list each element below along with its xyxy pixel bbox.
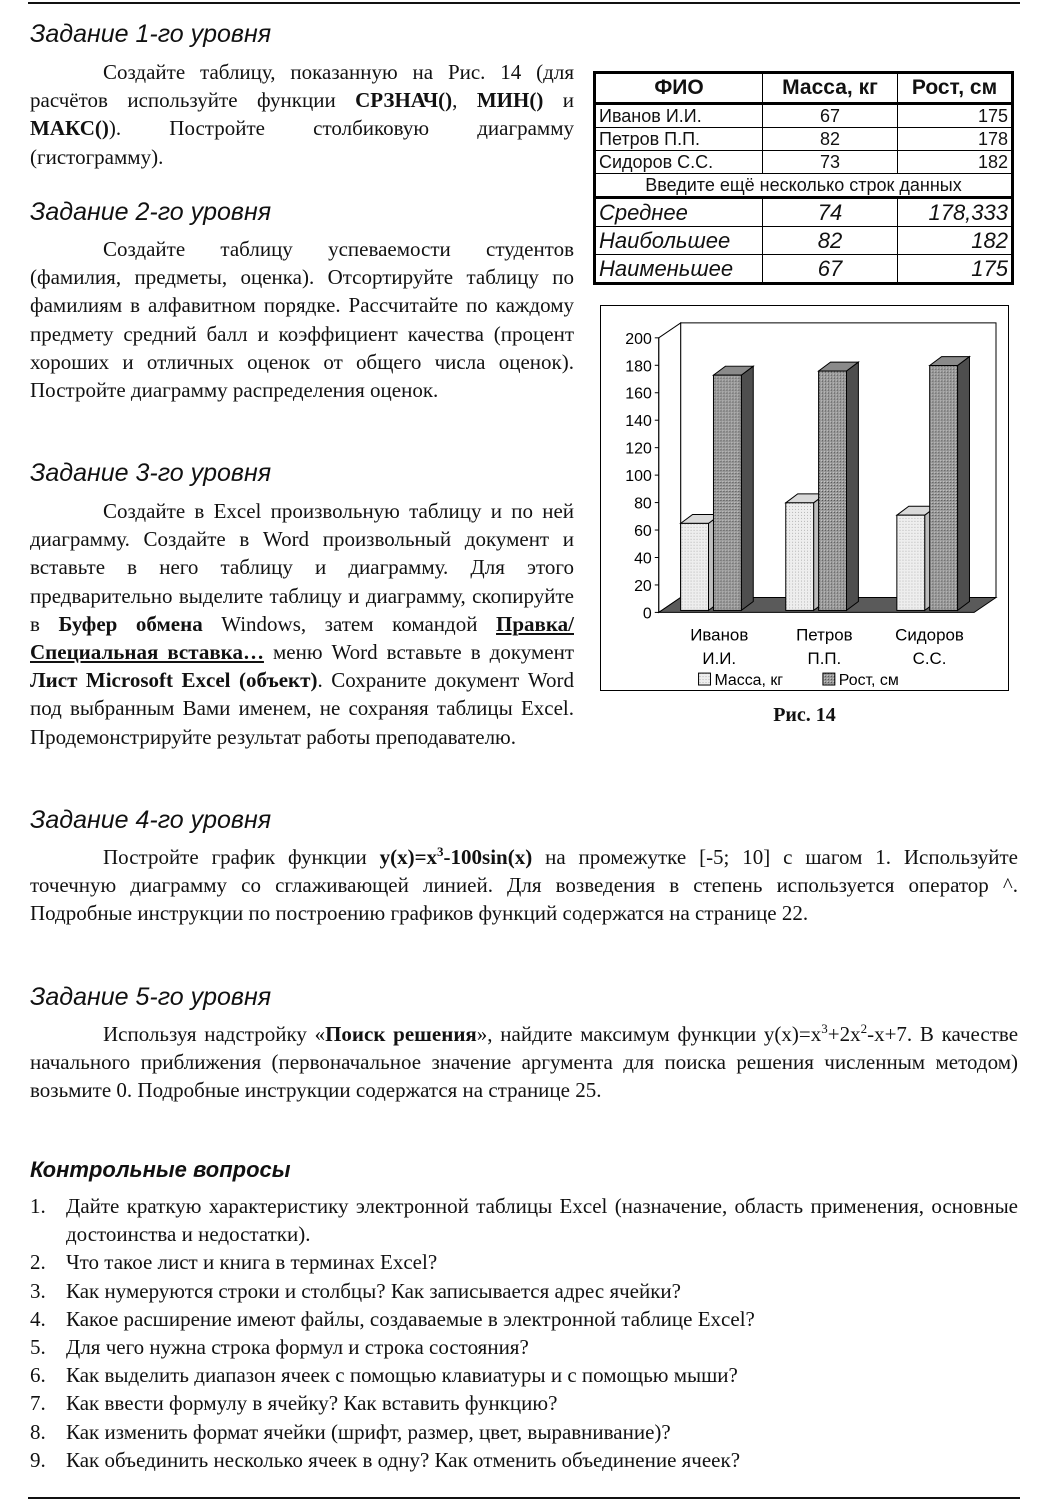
question-text: Как изменить формат ячейки (шрифт, размер, цвет, выравнивание)? [66,1419,671,1444]
table-cell: 74 [763,198,898,227]
task1-heading: Задание 1-го уровня [30,20,272,48]
bar-front [681,523,709,610]
list-item [30,1418,1018,1446]
questions-heading: Контрольные вопросы [30,1157,291,1182]
bar-height [930,357,970,611]
task5-text: Используя надстройку «Поиск решения», найдите максимум функции $y(x)=x^3+2x^2-x+7$. В качестве начального приближения (первоначальное значение аргумента для поиска решения численным методом) возьмите 0. Подробные инструкции содержатся на странице 25. [30,1021,1019,1103]
y-tick-label: 20 [634,577,652,595]
question-number: 2. [30,1250,46,1275]
bar-front [819,371,847,610]
table-cell: Наибольшее [595,227,763,255]
chart-side-wall [659,323,681,612]
y-tick-label: 160 [625,385,652,403]
table-stat-row [595,227,1013,255]
task2-text: Создайте таблицу успеваемости студентов (фамилия, предметы, оценка). Отсортируйте таблицу по фамилиям в алфавитном порядке. Рассчитайте по каждому предмету средний балл и коэффициент качества (процент хороших и отличных оценок от общего числа оценок). Постройте диаграмму распределения оценок. [30,237,574,403]
list-item [30,1192,1018,1248]
table-cell: 82 [763,227,898,255]
task2-heading: Задание 2-го уровня [30,198,272,226]
table-stat-row [595,255,1013,284]
question-number: 5. [30,1335,46,1360]
table-row [595,104,1013,128]
data-table [593,71,1014,285]
x-tick-label: Иванов [690,625,749,645]
table-cell: Сидоров С.С. [595,151,763,174]
x-tick-label: Сидоров [895,625,964,645]
question-text: Дайте краткую характеристику электронной таблицы Excel (назначение, область применения, основные достоинства и недостатки). [66,1194,1018,1247]
task3-heading: Задание 3-го уровня [30,459,272,487]
table-cell: Петров П.П. [595,128,763,151]
table-header-row [595,73,1013,104]
legend-label: Масса, кг [714,672,784,690]
y-tick-label: 0 [642,605,652,623]
bar-height [713,366,753,610]
list-item [30,1446,1018,1474]
task1-text: Создайте таблицу, показанную на Рис. 14 (для расчётов используйте функции СРЗНАЧ(), МИН() и МАКС()). Постройте столбиковую диаграмму (гистограмму). [30,60,575,169]
list-item [30,1305,1018,1333]
y-tick-label: 40 [634,550,652,568]
table-cell: 175 [898,104,1013,128]
table-note: Введите ещё несколько строк данных [595,174,1013,198]
table-row [595,128,1013,151]
table-cell: 178,333 [898,198,1013,227]
question-text: Как объединить несколько ячеек в одну? Как отменить объединение ячеек? [66,1447,741,1472]
question-text: Что такое лист и книга в терминах Excel? [66,1250,438,1275]
table-cell: 82 [763,128,898,151]
legend-label: Рост, см [838,672,899,690]
table-cell: 73 [763,151,898,174]
task3-text: Создайте в Excel произвольную таблицу и по ней диаграмму. Создайте в Word произвольный документ и вставьте в него таблицу и диаграмму. Для этого предварительно выделите таблицу и диаграмму, скопируйте в Буфер обмена Windows, затем командой Правка/Специальная вставка… меню Word вставьте в документ Лист Microsoft Excel (объект). Сохраните документ Word под выбранным Вами именем, не сохраняя таблицы Excel. Продемонстрируйте результат работы преподавателю. [30,499,575,749]
question-text: Как ввести формулу в ячейку? Как вставить функцию? [66,1391,558,1416]
question-number: 8. [30,1419,46,1444]
task4-heading: Задание 4-го уровня [30,806,272,834]
legend-swatch [823,673,835,685]
y-tick-label: 200 [625,330,652,348]
list-item [30,1333,1018,1361]
top-rule [28,2,1020,4]
y-tick-label: 120 [625,440,652,458]
list-item [30,1389,1018,1417]
table-header-cell: ФИО [595,73,763,104]
table-header-cell: Масса, кг [763,73,898,104]
x-tick-label: И.И. [702,649,737,669]
y-tick-label: 140 [625,413,652,431]
table-cell: Иванов И.И. [595,104,763,128]
list-item [30,1248,1018,1276]
questions-list [30,1192,1018,1474]
question-number: 7. [30,1391,46,1416]
question-number: 9. [30,1447,46,1472]
y-tick-label: 100 [625,468,652,486]
table-cell: 182 [898,227,1013,255]
task4-text: Постройте график функции $y(x)=x^3-100\sin(x)$ на промежутке [-5; 10] с шагом 1. Используйте точечную диаграмму со сглаживающей линией. Для возведения в степень используется оператор ^. Подробные инструкции по построению графиков функций содержатся на странице 22. [30,844,1018,926]
table-header-cell: Рост, см [898,73,1013,104]
list-item [30,1361,1018,1389]
figure-caption: Рис. 14 [773,704,836,726]
table-cell: Среднее [595,198,763,227]
table-cell: 182 [898,151,1013,174]
question-text: Для чего нужна строка формул и строка состояния? [66,1335,529,1360]
x-tick-label: С.С. [912,649,947,669]
question-text: Как выделить диапазон ячеек с помощью клавиатуры и с помощью мыши? [66,1363,738,1388]
y-tick-label: 60 [634,523,652,541]
table-cell: 175 [898,255,1013,284]
bar-front [713,375,741,610]
bar-front [897,515,925,610]
question-number: 3. [30,1278,46,1303]
table-cell: 67 [763,255,898,284]
bar-front [930,366,958,611]
table-cell: Наименьшее [595,255,763,284]
question-text: Какое расширение имеют файлы, создаваемые в электронной таблице Excel? [66,1306,755,1331]
bar-side [846,362,858,610]
bar-height [819,362,859,610]
question-number: 1. [30,1194,46,1218]
table-row [595,151,1013,174]
table-stat-row [595,198,1013,227]
list-item [30,1277,1018,1305]
table-cell: 178 [898,128,1013,151]
y-tick-label: 80 [634,495,652,513]
x-tick-label: П.П. [807,649,842,669]
menu-command: Правка/Специальная вставка… [30,611,574,665]
table-cell: 67 [763,104,898,128]
legend-swatch [699,673,711,685]
question-text: Как нумеруются строки и столбцы? Как записывается адрес ячейки? [66,1278,681,1303]
bar-chart [600,305,1009,691]
table-note-row [595,174,1013,198]
x-tick-label: Петров [796,625,853,645]
bar-front [786,503,814,611]
question-number: 6. [30,1363,46,1388]
bottom-rule [28,1497,1020,1499]
bar-side [958,357,970,611]
bar-side [741,366,753,610]
task5-heading: Задание 5-го уровня [30,983,272,1011]
y-tick-label: 180 [625,358,652,376]
question-number: 4. [30,1306,46,1331]
